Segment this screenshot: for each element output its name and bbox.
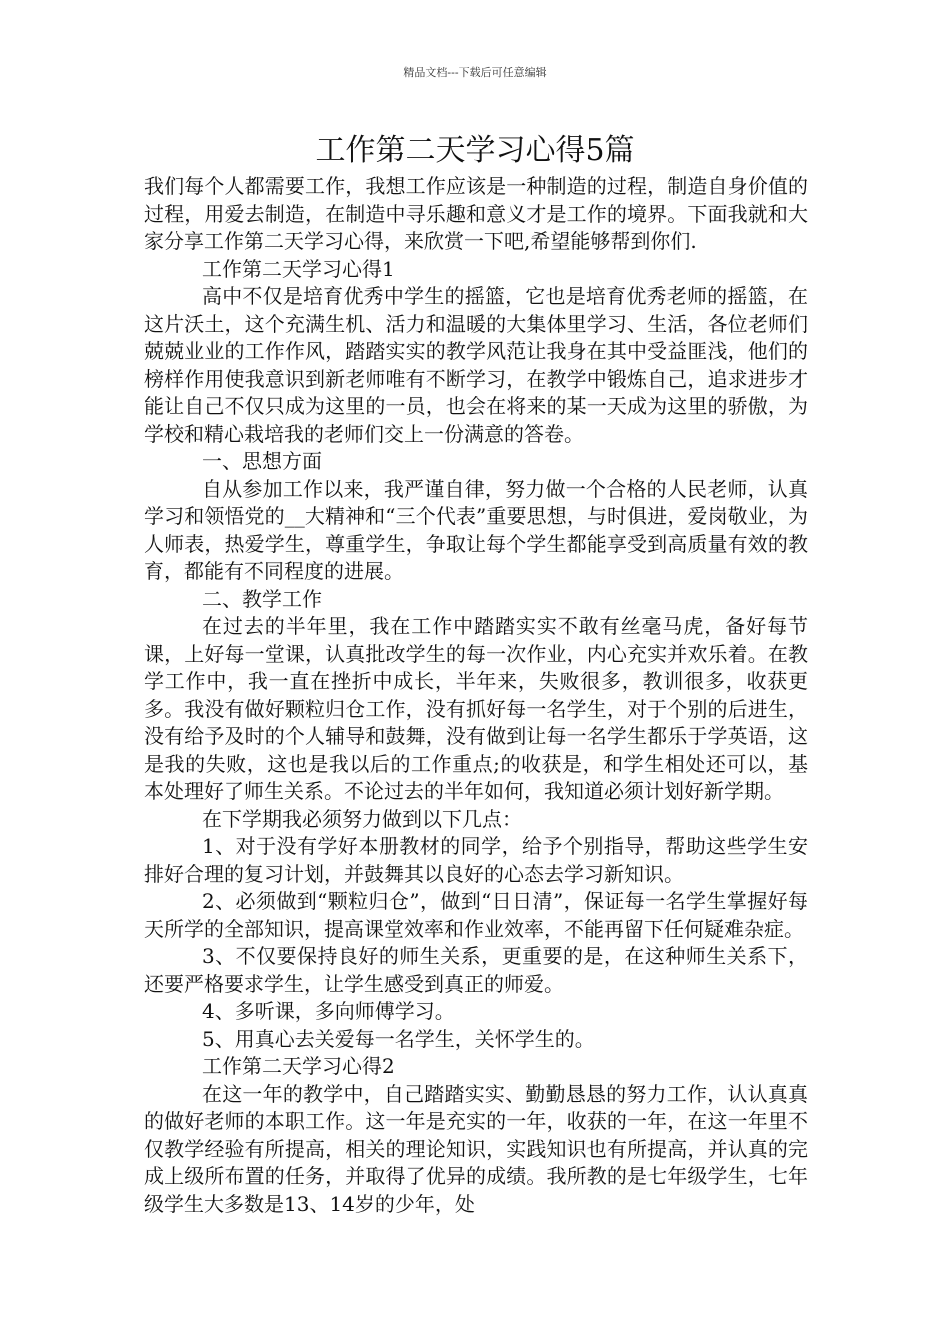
section-heading-2: 工作第二天学习心得2 <box>202 1054 395 1078</box>
subsection-heading-thought: 一、思想方面 <box>202 449 322 473</box>
document-title: 工作第二天学习心得5篇 <box>315 133 635 168</box>
section-heading-1: 工作第二天学习心得1 <box>202 256 395 281</box>
intro-paragraph: 我们每个人都需要工作，我想工作应该是一种制造的过程，制造自身价值的过程，用爱去制造，在制造中寻乐趣和意义才是工作的境界。下面我就和大家分享工作第二天学习心得，来欣赏一下吧,希望能够帮到你们. <box>144 174 808 253</box>
list-item: 1、对于没有学好本册教材的同学，给予个别指导，帮助这些学生安排好合理的复习计划，并鼓舞其以良好的心态去学习新知识。 <box>144 834 808 886</box>
body-paragraph: 自从参加工作以来，我严谨自律，努力做一个合格的人民老师，认真学习和领悟党的__大精神和“三个代表”重要思想，与时俱进，爱岗敬业，为人师表，热爱学生，尊重学生，争取让每个学生都能享受到高质量有效的教育，都能有不同程度的进展。 <box>144 476 808 583</box>
subsection-heading-teaching: 二、教学工作 <box>202 586 322 611</box>
body-paragraph: 高中不仅是培育优秀中学生的摇篮，它也是培育优秀老师的摇篮，在这片沃土，这个充满生机、活力和温暖的大集体里学习、生活，各位老师们兢兢业业的工作作风，踏踏实实的教学风范让我身在其中受益匪浅，他们的榜样作用使我意识到新老师唯有不断学习，在教学中锻炼自己，追求进步才能让自己不仅只成为这里的一员，也会在将来的某一天成为这里的骄傲，为学校和精心栽培我的老师们交上一份满意的答卷。 <box>144 284 808 446</box>
document-body <box>144 173 808 1218</box>
list-item: 3、不仅要保持良好的师生关系，更重要的是，在这种师生关系下，还要严格要求学生，让学生感受到真正的师爱。 <box>144 944 808 996</box>
body-paragraph: 在过去的半年里，我在工作中踏踏实实不敢有丝毫马虎，备好每节课，上好每一堂课，认真批改学生的每一次作业，内心充实并欢乐着。在教学工作中，我一直在挫折中成长，半年来，失败很多，教训很多，收获更多。我没有做好颗粒归仓工作，没有抓好每一名学生，对于个别的后进生，没有给予及时的个人辅导和鼓舞，没有做到让每一名学生都乐于学英语，这是我的失败，这也是我以后的工作重点;的收获是，和学生相处还可以，基本处理好了师生关系。不论过去的半年如何，我知道必须计划好新学期。 <box>144 614 808 803</box>
list-item: 5、用真心去关爱每一名学生，关怀学生的。 <box>202 1026 595 1051</box>
list-item: 2、必须做到“颗粒归仓”，做到“日日清”，保证每一名学生掌握好每天所学的全部知识，提高课堂效率和作业效率，不能再留下任何疑难杂症。 <box>144 889 808 941</box>
header-note: 精品文档---下载后可任意编辑 <box>403 66 547 79</box>
list-item: 4、多听课，多向师傅学习。 <box>202 999 455 1023</box>
list-intro: 在下学期我必须努力做到以下几点： <box>202 806 522 831</box>
body-paragraph: 在这一年的教学中，自己踏踏实实、勤勤恳恳的努力工作，认认真真的做好老师的本职工作。这一年是充实的一年，收获的一年，在这一年里不仅教学经验有所提高，相关的理论知识，实践知识也有所提高，并认真的完成上级所布置的任务，并取得了优异的成绩。我所教的是七年级学生，七年级学生大多数是13、14岁的少年，处 <box>144 1081 808 1216</box>
